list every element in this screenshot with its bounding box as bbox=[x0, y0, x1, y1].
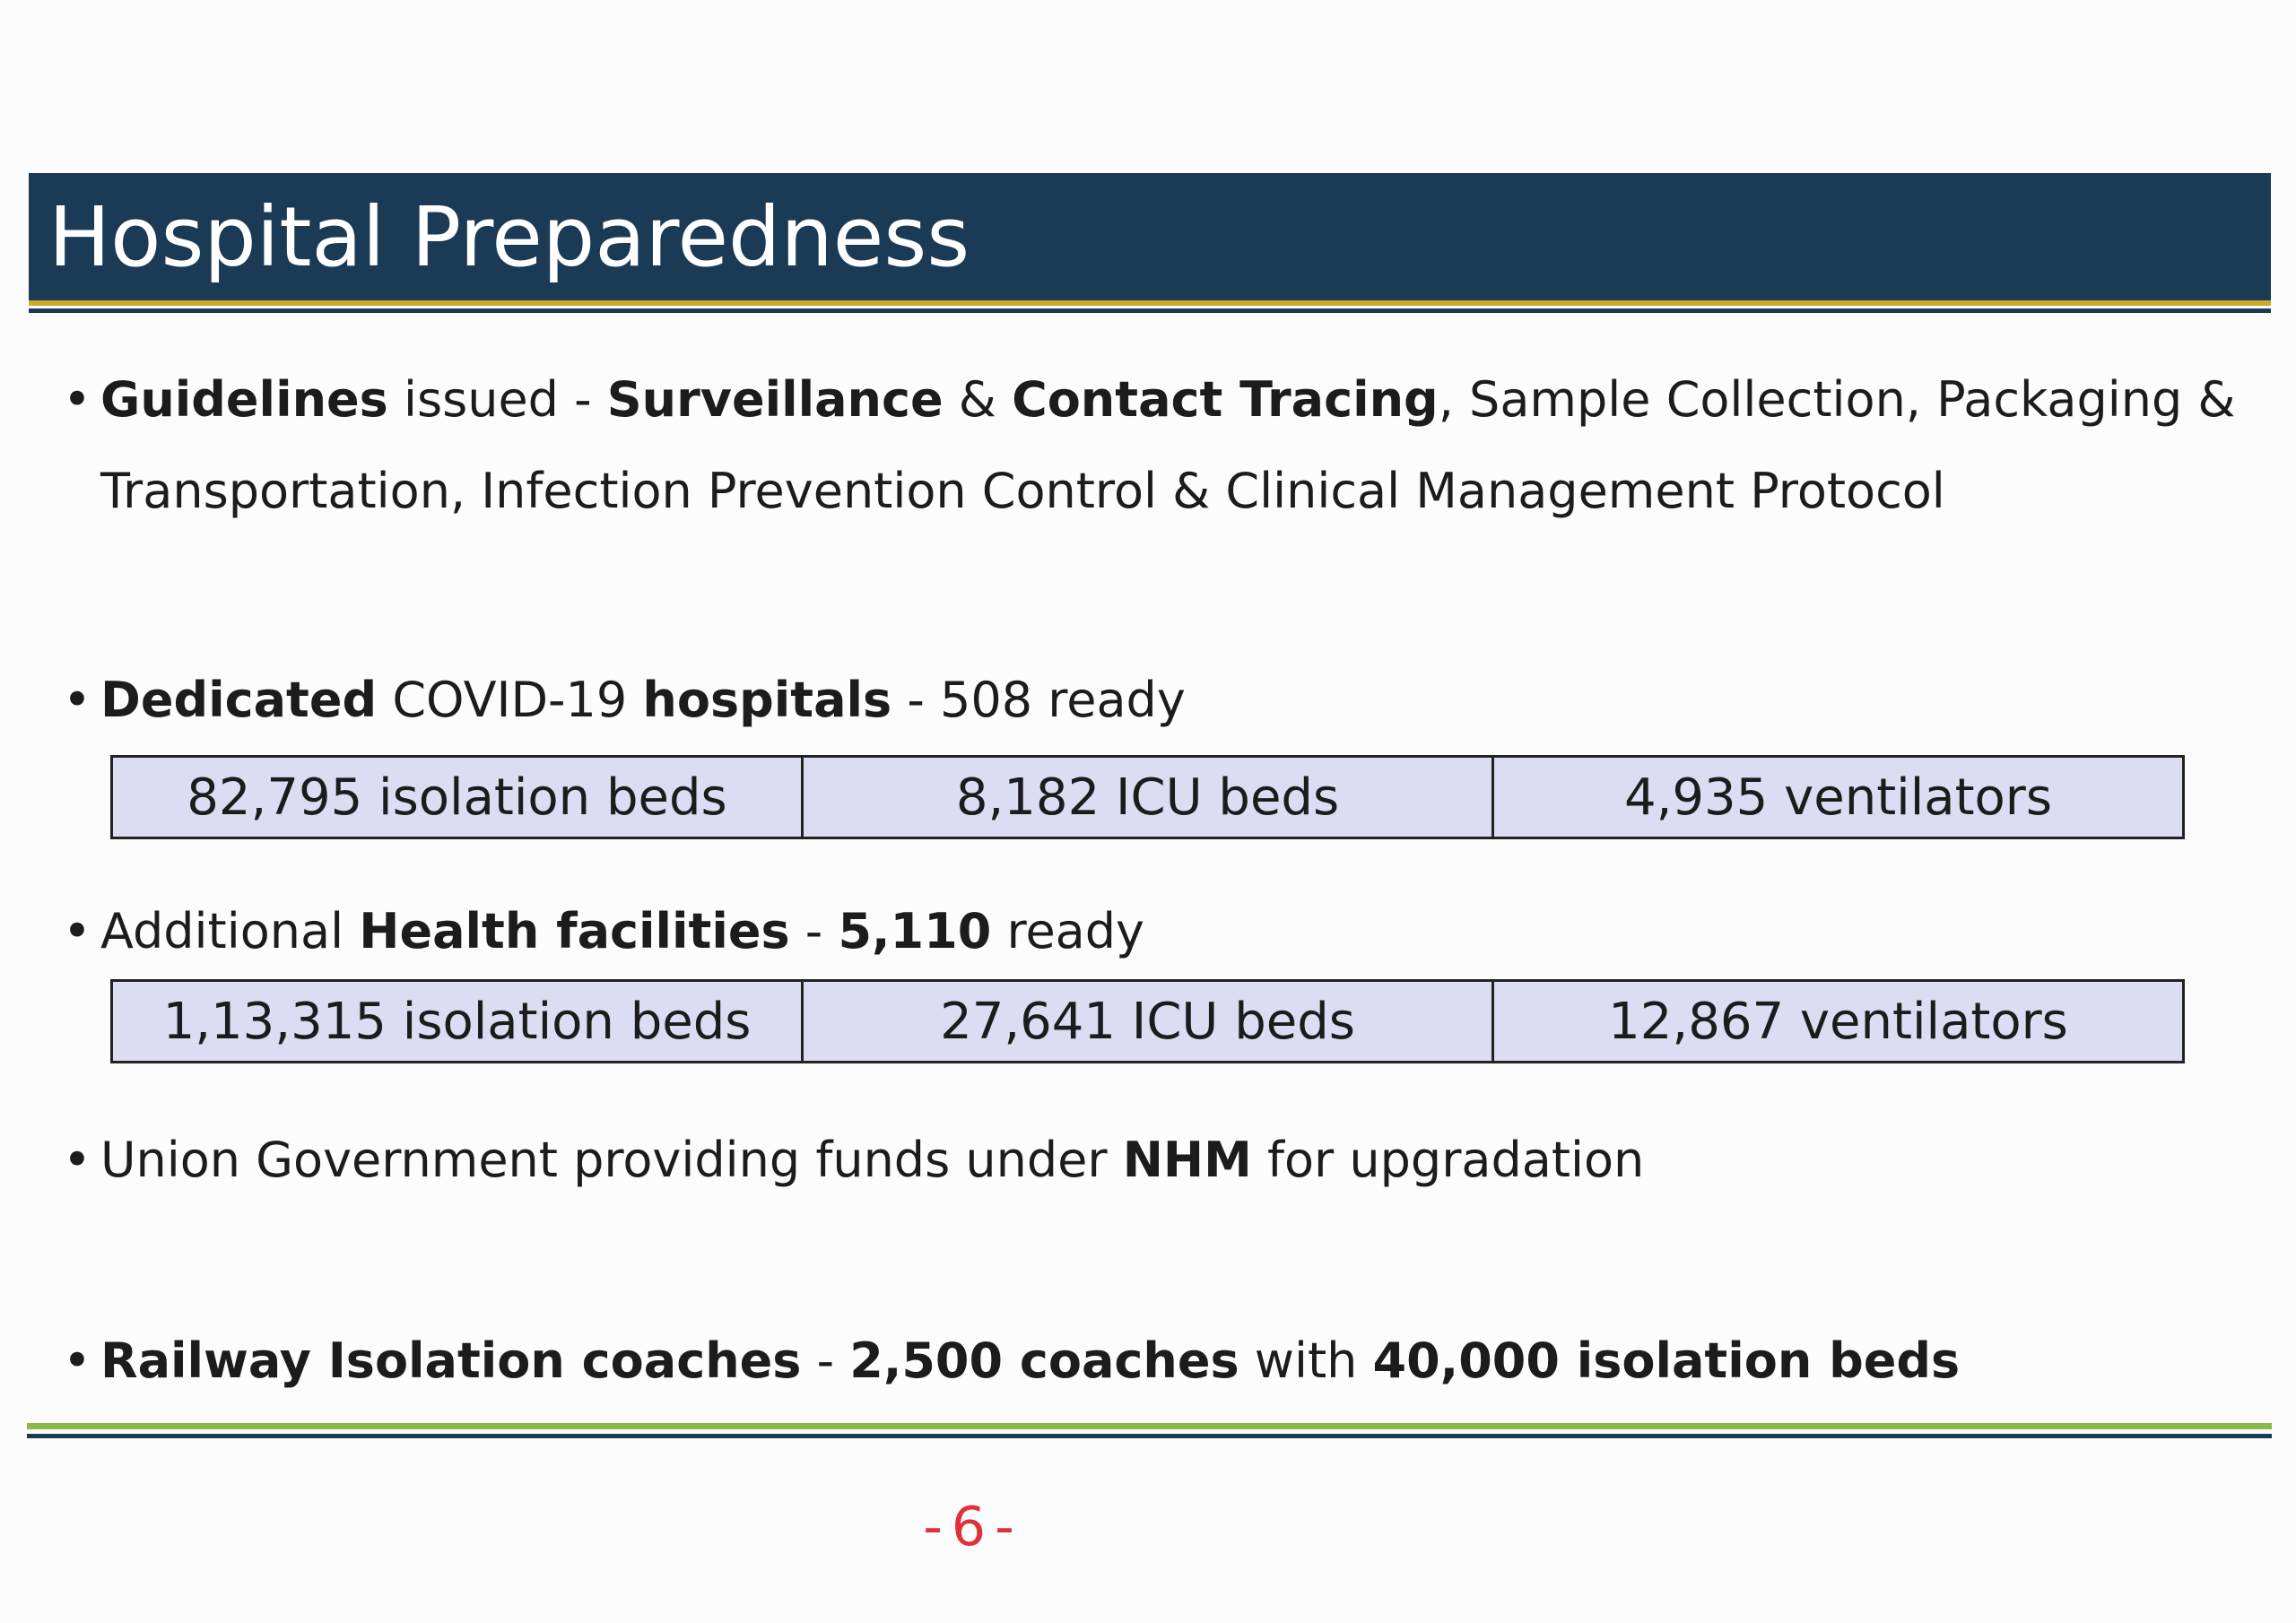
bullet-dot: • bbox=[63, 672, 91, 728]
guidelines-text: issued - bbox=[387, 371, 607, 428]
bullet-guidelines bbox=[63, 354, 2236, 537]
nhm-label: NHM bbox=[1122, 1132, 1252, 1188]
hospitals-label: hospitals bbox=[642, 672, 892, 728]
guidelines-label: Guidelines bbox=[100, 371, 388, 428]
railway-isolation-beds: 40,000 isolation beds bbox=[1372, 1332, 1961, 1389]
bullet-dot: • bbox=[63, 371, 91, 428]
page-title: Hospital Preparedness bbox=[48, 189, 970, 285]
union-text: for upgradation bbox=[1251, 1132, 1645, 1188]
bullet-dot: • bbox=[63, 1332, 91, 1389]
additional-text: Additional bbox=[100, 903, 360, 959]
bullet-dot: • bbox=[63, 1132, 91, 1188]
dedicated-count: - 508 ready bbox=[891, 672, 1186, 728]
guidelines-text: , Sample Collection, Packaging & bbox=[1438, 371, 2236, 428]
dedicated-icu-beds: 8,182 ICU beds bbox=[804, 758, 1494, 837]
dedicated-label: Dedicated bbox=[100, 672, 378, 728]
coaches-count: 2,500 coaches bbox=[849, 1332, 1239, 1389]
additional-text: ready bbox=[991, 903, 1145, 959]
dedicated-ventilators: 4,935 ventilators bbox=[1623, 768, 2052, 827]
additional-icu-beds: 27,641 ICU beds bbox=[804, 982, 1494, 1061]
title-bar bbox=[29, 173, 2271, 300]
dedicated-isolation-beds: 82,795 isolation beds bbox=[113, 758, 804, 837]
title-blue-rule bbox=[29, 308, 2271, 313]
additional-text: - bbox=[789, 903, 839, 959]
dedicated-hospitals-table bbox=[110, 755, 2185, 839]
bullet-railway-coaches bbox=[63, 1315, 1960, 1407]
surveillance-label: Surveillance bbox=[606, 371, 944, 428]
dedicated-text: COVID-19 bbox=[377, 672, 643, 728]
additional-ventilators: 12,867 ventilators bbox=[1608, 992, 2068, 1051]
railway-text: with bbox=[1239, 1332, 1373, 1389]
union-text: Union Government providing funds under bbox=[100, 1132, 1123, 1188]
bullet-union-government bbox=[63, 1115, 1644, 1206]
additional-facilities-table bbox=[110, 979, 2185, 1063]
bullet-additional-facilities bbox=[63, 886, 1144, 977]
guidelines-text: & bbox=[943, 371, 1013, 428]
additional-isolation-beds: 1,13,315 isolation beds bbox=[113, 982, 804, 1061]
facilities-count: 5,110 bbox=[838, 903, 992, 959]
contact-tracing-label: Contact Tracing bbox=[1012, 371, 1439, 428]
guidelines-line-2: Transportation, Infection Prevention Control & Clinical Management Protocol bbox=[100, 463, 1945, 519]
footer-blue-rule bbox=[27, 1434, 2272, 1438]
footer-green-rule bbox=[27, 1423, 2272, 1429]
health-facilities-label: Health facilities bbox=[359, 903, 790, 959]
bullet-dot: • bbox=[63, 903, 91, 959]
railway-label: Railway Isolation coaches bbox=[100, 1332, 802, 1389]
railway-text: - bbox=[801, 1332, 850, 1389]
handwritten-page-number: -6- bbox=[923, 1496, 1023, 1558]
bullet-dedicated-hospitals bbox=[63, 655, 1186, 746]
title-gold-rule bbox=[29, 300, 2271, 306]
